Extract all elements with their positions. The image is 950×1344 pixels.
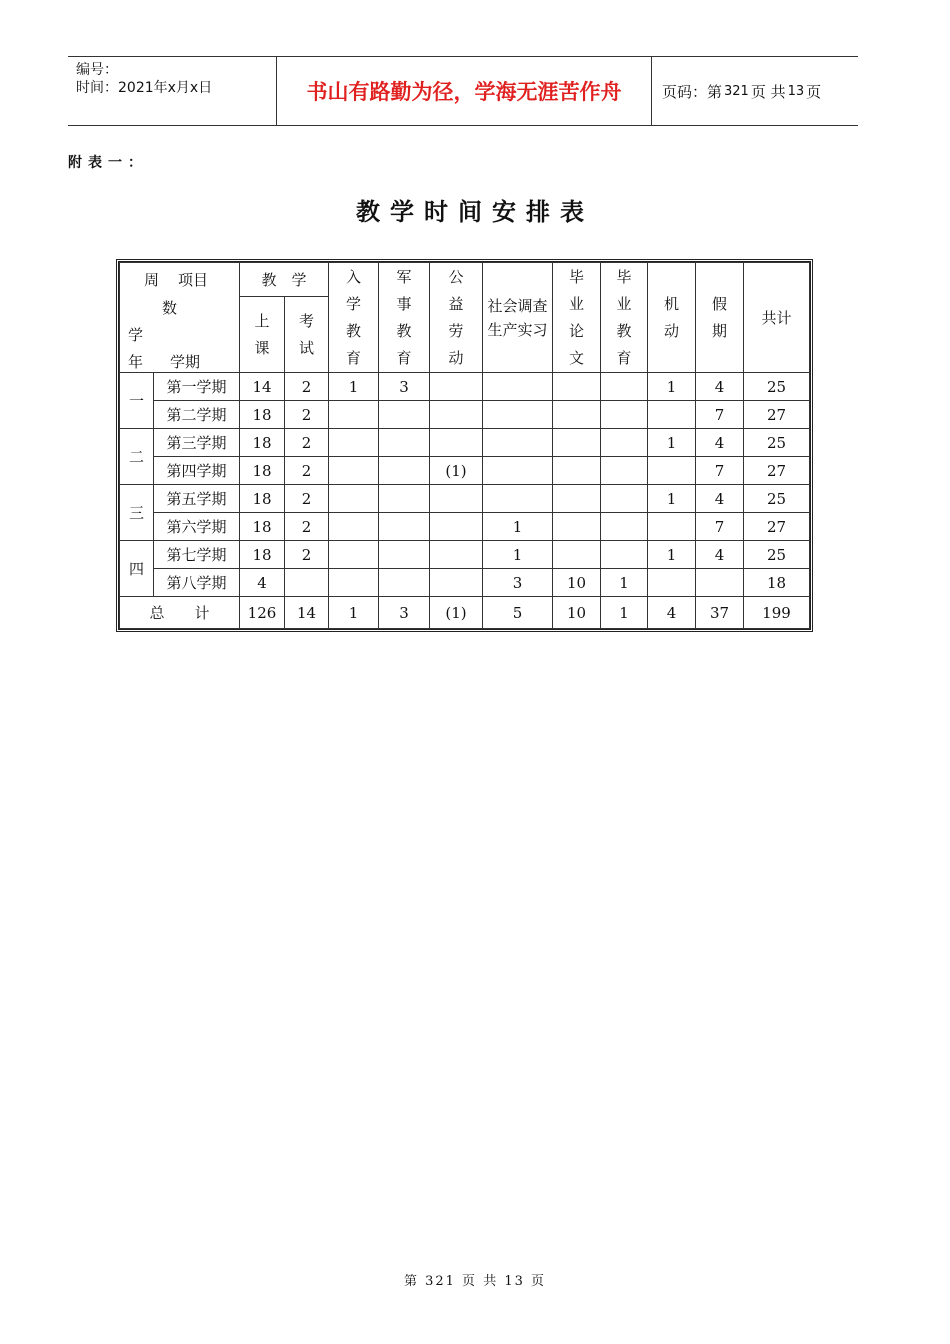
document-header (68, 56, 858, 126)
value-cell (379, 513, 430, 541)
schedule-table (119, 262, 810, 629)
value-cell: 4 (696, 373, 744, 401)
value-cell (553, 485, 601, 513)
value-cell: 18 (240, 513, 285, 541)
value-cell: 2 (285, 373, 329, 401)
value-cell (329, 485, 379, 513)
total-value-cell: 3 (379, 597, 430, 629)
value-cell: 25 (744, 373, 810, 401)
year-cell: 二 (120, 429, 154, 485)
value-cell (285, 569, 329, 597)
table-row (120, 569, 810, 597)
value-cell (430, 401, 483, 429)
value-cell (553, 373, 601, 401)
value-cell: 25 (744, 541, 810, 569)
value-cell: 4 (696, 541, 744, 569)
value-cell (483, 457, 553, 485)
value-cell (553, 457, 601, 485)
term-cell: 第六学期 (154, 513, 240, 541)
value-cell: 7 (696, 457, 744, 485)
header-jiaqi: 假 期 (696, 263, 744, 373)
page-footer: 第 321 页 共 13 页 (403, 1274, 547, 1289)
total-value-cell: 10 (553, 597, 601, 629)
value-cell: 10 (553, 569, 601, 597)
value-cell: 2 (285, 485, 329, 513)
value-cell (430, 429, 483, 457)
value-cell (430, 485, 483, 513)
corner-xueqi: 学期 (170, 353, 201, 371)
total-value-cell: 37 (696, 597, 744, 629)
appendix-label: 附表一： (68, 155, 148, 171)
value-cell: 18 (240, 541, 285, 569)
header-biyejiaoyu: 毕 业 教 育 (601, 263, 648, 373)
value-cell: 3 (483, 569, 553, 597)
table-row (120, 401, 810, 429)
value-cell: 25 (744, 485, 810, 513)
total-value-cell: 126 (240, 597, 285, 629)
value-cell: 18 (240, 401, 285, 429)
value-cell (379, 569, 430, 597)
total-value-cell: 199 (744, 597, 810, 629)
value-cell (430, 569, 483, 597)
value-cell (379, 401, 430, 429)
value-cell: 1 (601, 569, 648, 597)
table-body (120, 373, 810, 597)
value-cell: 25 (744, 429, 810, 457)
value-cell: 1 (648, 373, 696, 401)
total-value-cell: 1 (601, 597, 648, 629)
page-prefix: 页码：第 (662, 82, 723, 101)
header-ruxue: 入 学 教 育 (329, 263, 379, 373)
value-cell (648, 457, 696, 485)
value-cell (553, 429, 601, 457)
table-row (120, 541, 810, 569)
value-cell: 18 (240, 457, 285, 485)
value-cell: 2 (285, 401, 329, 429)
table-row (120, 429, 810, 457)
value-cell: 1 (329, 373, 379, 401)
value-cell (601, 457, 648, 485)
page-mid: 页 共 (750, 82, 786, 101)
value-cell: 2 (285, 541, 329, 569)
value-cell: 2 (285, 429, 329, 457)
value-cell: 7 (696, 513, 744, 541)
value-cell (329, 541, 379, 569)
value-cell (601, 541, 648, 569)
value-cell (483, 401, 553, 429)
corner-header-cell (120, 263, 240, 373)
header-shangke: 上 课 (240, 297, 285, 373)
value-cell: 4 (696, 485, 744, 513)
year-cell: 三 (120, 485, 154, 541)
year-cell: 一 (120, 373, 154, 429)
value-cell (483, 429, 553, 457)
table-row (120, 485, 810, 513)
value-cell (379, 429, 430, 457)
corner-nian: 年 (128, 353, 144, 371)
year-cell: 四 (120, 541, 154, 597)
header-gongyi: 公 益 劳 动 (430, 263, 483, 373)
value-cell (329, 429, 379, 457)
value-cell (696, 569, 744, 597)
corner-shu: 数 (162, 299, 178, 317)
corner-xiangmu: 项目 (178, 271, 209, 289)
value-cell: 27 (744, 401, 810, 429)
schedule-table-frame (116, 259, 813, 632)
value-cell: (1) (430, 457, 483, 485)
value-cell: 1 (483, 513, 553, 541)
term-cell: 第八学期 (154, 569, 240, 597)
page-total: 13 (787, 83, 805, 99)
value-cell (601, 513, 648, 541)
value-cell (379, 485, 430, 513)
value-cell: 14 (240, 373, 285, 401)
value-cell (329, 457, 379, 485)
value-cell (329, 569, 379, 597)
value-cell (601, 485, 648, 513)
total-value-cell: 4 (648, 597, 696, 629)
value-cell: 18 (744, 569, 810, 597)
value-cell: 1 (648, 485, 696, 513)
value-cell: 1 (648, 429, 696, 457)
total-value-cell: 5 (483, 597, 553, 629)
value-cell (430, 373, 483, 401)
corner-zhou: 周 (144, 271, 160, 289)
total-value-cell: (1) (430, 597, 483, 629)
corner-xue: 学 (128, 326, 144, 344)
term-cell: 第四学期 (154, 457, 240, 485)
value-cell (648, 401, 696, 429)
value-cell (553, 401, 601, 429)
term-cell: 第一学期 (154, 373, 240, 401)
value-cell: 4 (696, 429, 744, 457)
header-junshi: 军 事 教 育 (379, 263, 430, 373)
value-cell (430, 513, 483, 541)
header-gongji: 共计 (744, 263, 810, 373)
total-label: 总 计 (120, 597, 240, 629)
time-label: 时间：2021年x月x日 (76, 80, 213, 96)
page-suffix: 页 (806, 82, 822, 101)
header-meta (68, 57, 277, 125)
header-kaoshi: 考 试 (285, 297, 329, 373)
value-cell (553, 541, 601, 569)
value-cell: 1 (648, 541, 696, 569)
header-jiaoxue: 教 学 (240, 263, 329, 297)
total-value-cell: 14 (285, 597, 329, 629)
term-cell: 第五学期 (154, 485, 240, 513)
value-cell: 2 (285, 457, 329, 485)
value-cell (553, 513, 601, 541)
header-page-info (652, 57, 858, 125)
value-cell: 27 (744, 457, 810, 485)
header-jidong: 机 动 (648, 263, 696, 373)
header-biyelunwen: 毕 业 论 文 (553, 263, 601, 373)
value-cell (648, 513, 696, 541)
value-cell: 2 (285, 513, 329, 541)
term-cell: 第二学期 (154, 401, 240, 429)
term-cell: 第三学期 (154, 429, 240, 457)
value-cell (601, 401, 648, 429)
page-title: 教学时间安排表 (356, 198, 594, 226)
table-row (120, 457, 810, 485)
total-row (120, 597, 810, 629)
value-cell: 4 (240, 569, 285, 597)
value-cell (601, 429, 648, 457)
value-cell (483, 373, 553, 401)
value-cell (648, 569, 696, 597)
header-shehui: 社会调查 生产实习 (483, 263, 553, 373)
value-cell (329, 513, 379, 541)
value-cell: 18 (240, 485, 285, 513)
value-cell: 3 (379, 373, 430, 401)
value-cell (430, 541, 483, 569)
total-value-cell: 1 (329, 597, 379, 629)
value-cell (379, 457, 430, 485)
value-cell: 1 (483, 541, 553, 569)
value-cell: 27 (744, 513, 810, 541)
value-cell (379, 541, 430, 569)
serial-label: 编号： (76, 62, 118, 78)
value-cell: 18 (240, 429, 285, 457)
value-cell (601, 373, 648, 401)
table-row (120, 373, 810, 401)
value-cell (329, 401, 379, 429)
value-cell (483, 485, 553, 513)
value-cell: 7 (696, 401, 744, 429)
page-number: 321 (724, 83, 749, 99)
table-row (120, 513, 810, 541)
header-motto: 书山有路勤为径，学海无涯苦作舟 (277, 57, 652, 125)
term-cell: 第七学期 (154, 541, 240, 569)
